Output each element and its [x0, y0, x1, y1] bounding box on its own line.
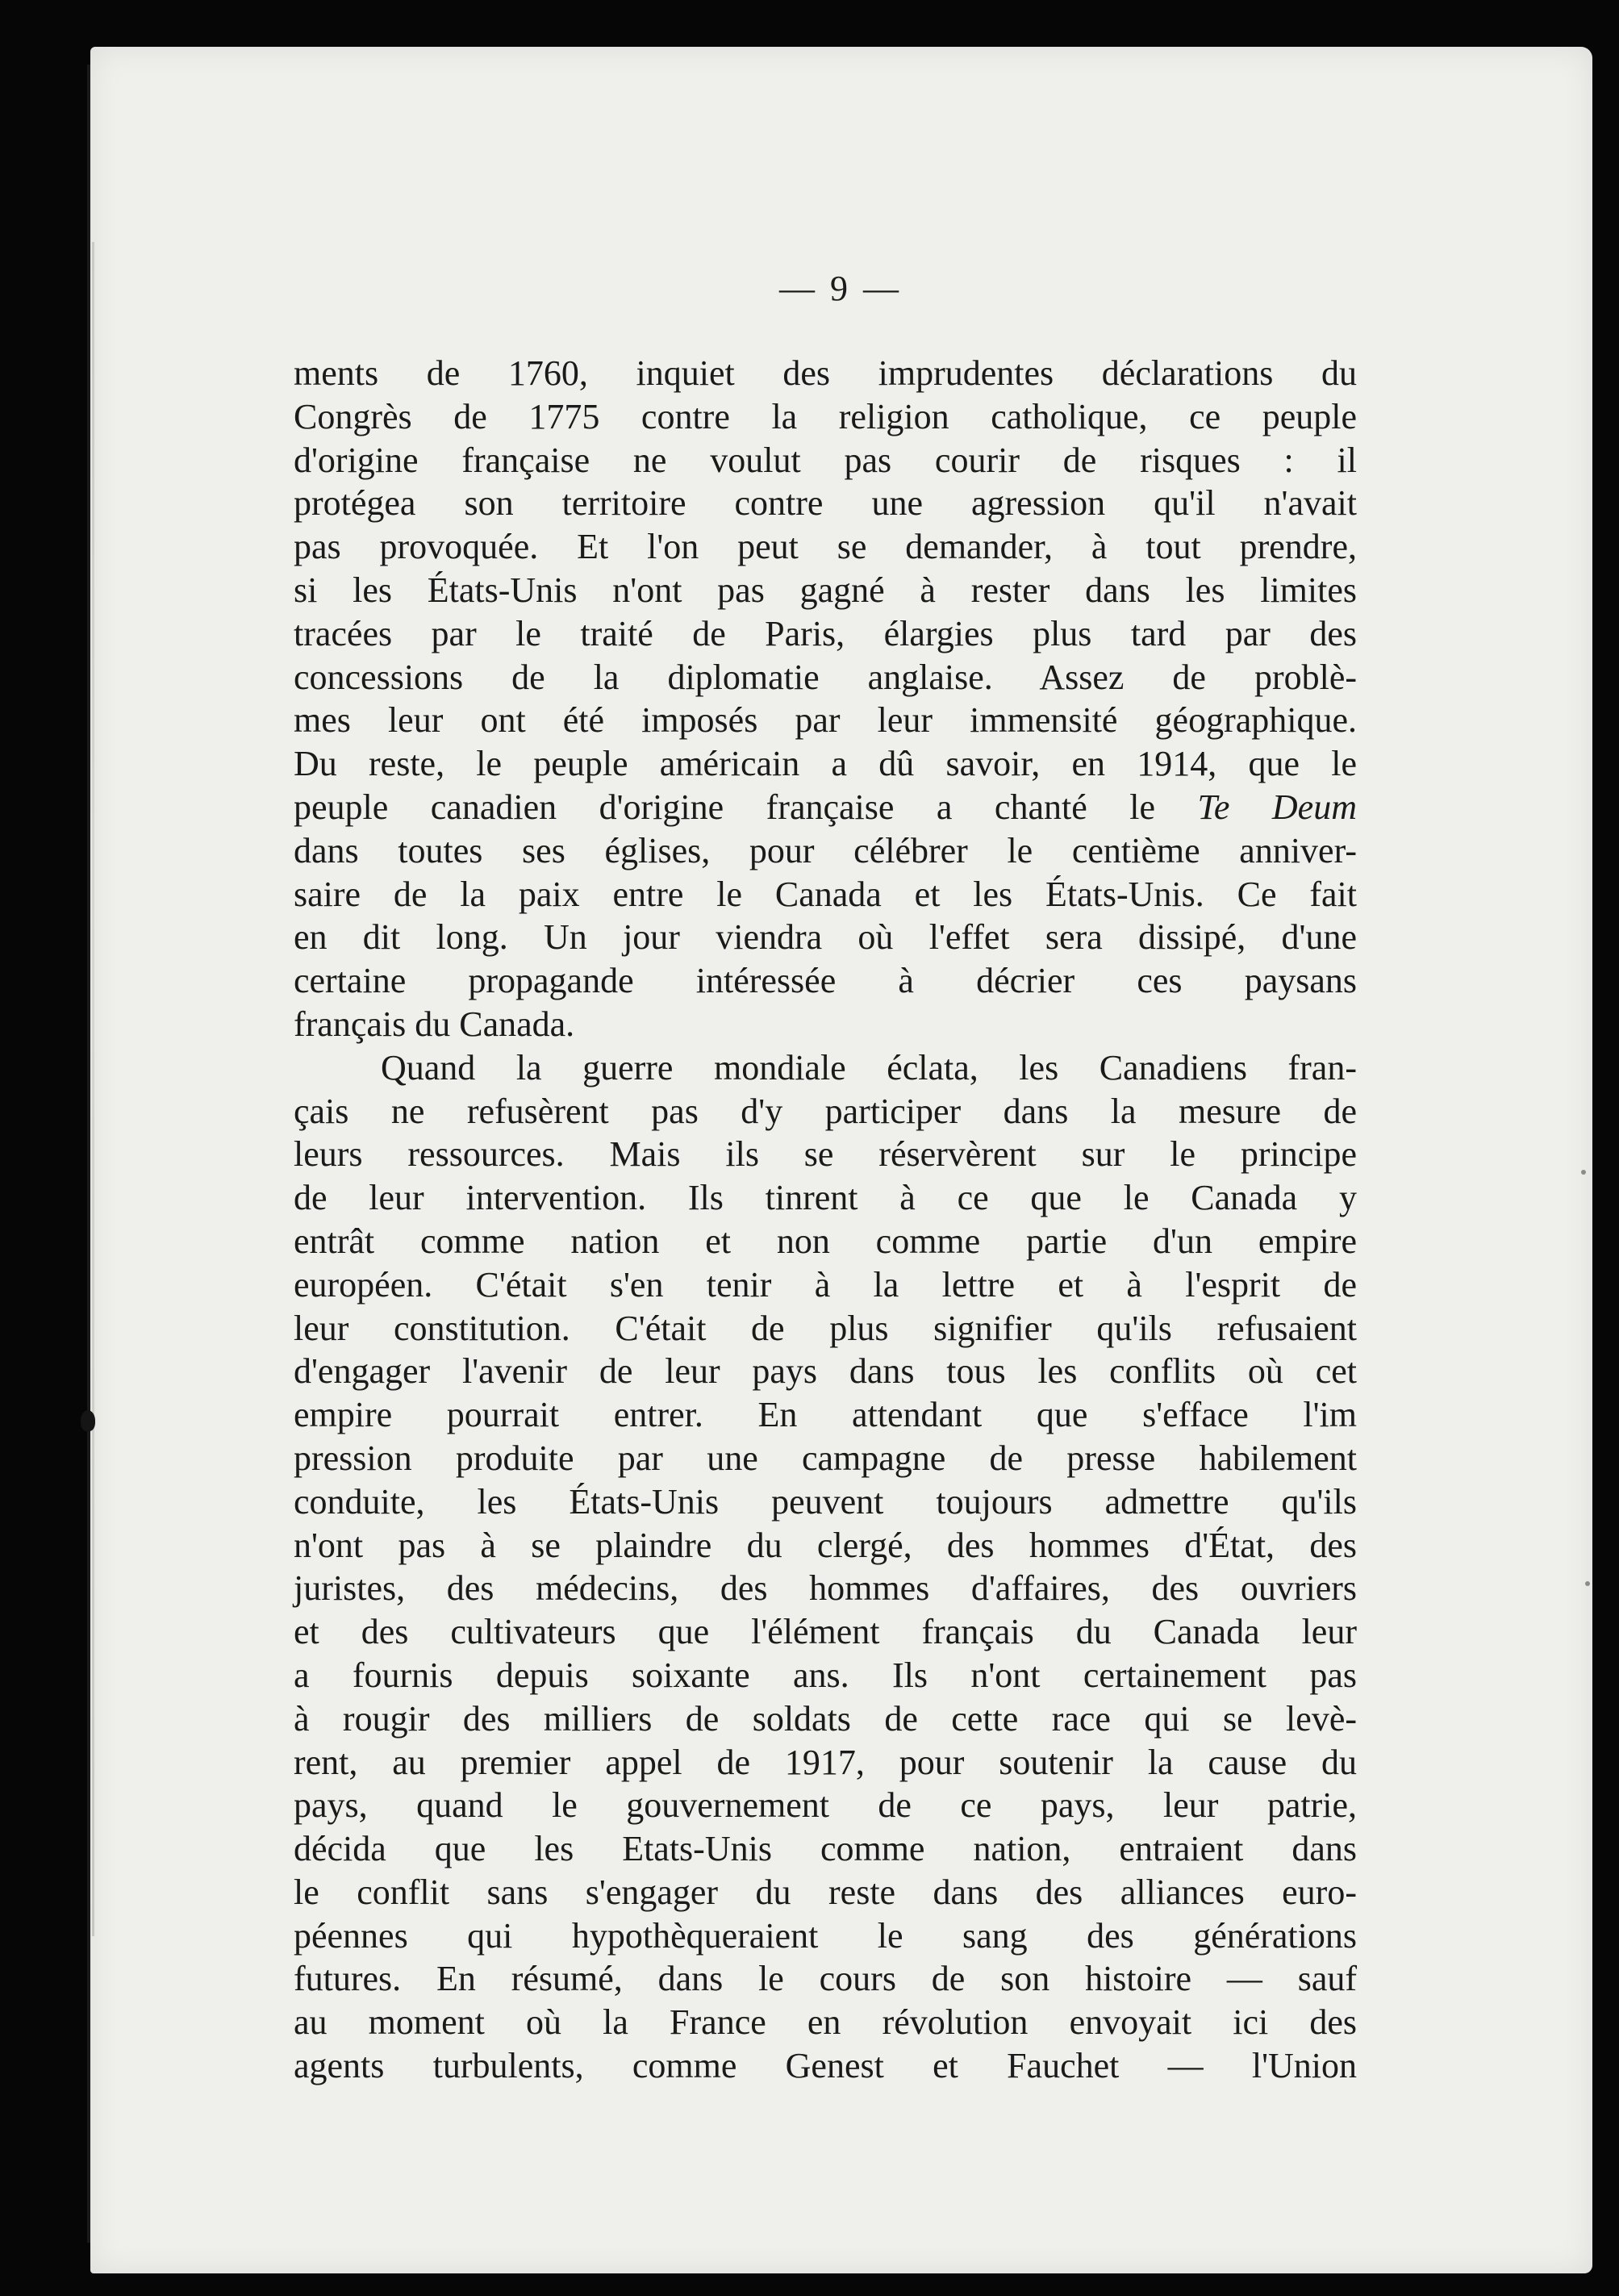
paper-speck	[1581, 1170, 1586, 1175]
text-line: a fournis depuis soixante ans. Ils n'ont certainement pas	[294, 1655, 1357, 1695]
text-line: péennes qui hypothèqueraient le sang des générations	[294, 1915, 1357, 1956]
text-line: conduite, les États-Unis peuvent toujours admettre qu'ils	[294, 1481, 1357, 1522]
paragraph-start-line: Quand la guerre mondiale éclata, les Canadiens fran-	[381, 1047, 1357, 1087]
text-line: pays, quand le gouvernement de ce pays, leur patrie,	[294, 1785, 1357, 1826]
text-line: protégea son territoire contre une agression qu'il n'avait	[294, 483, 1357, 524]
text-line: décida que les Etats-Unis comme nation, entraient dans	[294, 1829, 1357, 1869]
text-line: n'ont pas à se plaindre du clergé, des hommes d'État, des	[294, 1525, 1357, 1565]
text-line: si les États-Unis n'ont pas gagné à rester dans les limites	[294, 570, 1357, 610]
text-line: français du Canada.	[294, 1004, 575, 1044]
text-line: ments de 1760, inquiet des imprudentes déclarations du	[294, 353, 1357, 393]
text-line: en dit long. Un jour viendra où l'effet sera dissipé, d'une	[294, 917, 1357, 958]
text-line: futures. En résumé, dans le cours de son histoire — sauf	[294, 1959, 1357, 1999]
margin-shadow-line	[92, 242, 94, 1936]
text-line: d'engager l'avenir de leur pays dans tous les conflits où cet	[294, 1351, 1357, 1392]
text-line: entrât comme nation et non comme partie d'un empire	[294, 1221, 1357, 1261]
text-line: rent, au premier appel de 1917, pour soutenir la cause du	[294, 1742, 1357, 1782]
text-line: certaine propagande intéressée à décrier ces paysans	[294, 961, 1357, 1001]
text-line: le conflit sans s'engager du reste dans des alliances euro-	[294, 1872, 1357, 1912]
text-line: çais ne refusèrent pas d'y participer dans la mesure de	[294, 1091, 1357, 1131]
text-line: saire de la paix entre le Canada et les États-Unis. Ce fait	[294, 874, 1357, 914]
text-line-part: peuple canadien d'origine française a chanté le	[294, 787, 1198, 827]
text-line: à rougir des milliers de soldats de cette race qui se levè-	[294, 1698, 1357, 1739]
text-line: européen. C'était s'en tenir à la lettre et à l'esprit de	[294, 1264, 1357, 1305]
binding-hole-mark	[81, 1410, 95, 1431]
text-line: leur constitution. C'était de plus signifier qu'ils refusaient	[294, 1308, 1357, 1348]
page-number: — 9 —	[779, 269, 902, 308]
text-line: dans toutes ses églises, pour célébrer le centième anniver-	[294, 830, 1357, 870]
text-line: de leur intervention. Ils tinrent à ce que le Canada y	[294, 1178, 1357, 1218]
text-line: tracées par le traité de Paris, élargies plus tard par des	[294, 613, 1357, 653]
text-line: agents turbulents, comme Genest et Fauchet — l'Union	[294, 2046, 1357, 2086]
text-line-with-italic	[294, 786, 1357, 829]
paper-speck	[1585, 1581, 1590, 1586]
text-line: pas provoquée. Et l'on peut se demander, à tout prendre,	[294, 527, 1357, 567]
italic-phrase: Te Deum	[1197, 787, 1357, 827]
text-line: au moment où la France en révolution envoyait ici des	[294, 2002, 1357, 2043]
text-line: Congrès de 1775 contre la religion catholique, ce peuple	[294, 396, 1357, 436]
text-line: d'origine française ne voulut pas courir de risques : il	[294, 440, 1357, 480]
text-line: empire pourrait entrer. En attendant que s'efface l'im	[294, 1395, 1357, 1435]
text-line: et des cultivateurs que l'élément français du Canada leur	[294, 1612, 1357, 1652]
text-line: leurs ressources. Mais ils se réservèrent sur le principe	[294, 1134, 1357, 1175]
text-line: concessions de la diplomatie anglaise. Assez de problè-	[294, 657, 1357, 697]
body-text	[294, 352, 1357, 2088]
text-line: Du reste, le peuple américain a dû savoir, en 1914, que le	[294, 744, 1357, 784]
text-line: juristes, des médecins, des hommes d'affaires, des ouvriers	[294, 1568, 1357, 1609]
text-line: pression produite par une campagne de presse habilement	[294, 1438, 1357, 1478]
text-line: mes leur ont été imposés par leur immensité géographique.	[294, 700, 1357, 741]
